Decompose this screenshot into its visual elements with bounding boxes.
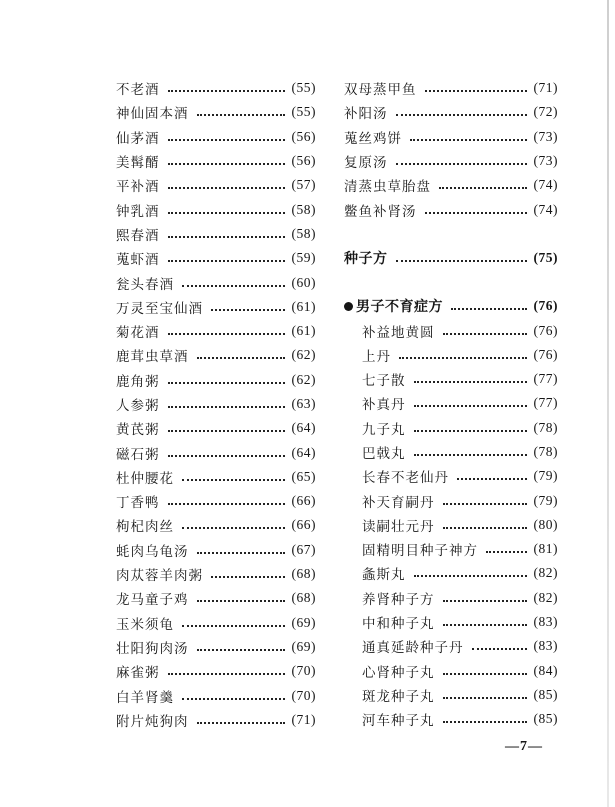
entry-page: (55) — [291, 80, 316, 96]
entry-title: 七子散 — [362, 373, 406, 390]
entry-title: 壮阳狗肉汤 — [116, 640, 189, 657]
dot-leader — [414, 430, 527, 432]
entry-title: 万灵至宝仙酒 — [116, 300, 203, 317]
toc-entry[interactable] — [344, 391, 558, 415]
entry-page: (73) — [533, 153, 558, 169]
entry-title: 肉苁蓉羊肉粥 — [116, 568, 203, 585]
dot-leader — [168, 236, 285, 238]
entry-page: (82) — [533, 565, 558, 581]
dot-leader — [182, 625, 285, 627]
entry-page: (60) — [291, 274, 316, 290]
entry-page: (58) — [291, 201, 316, 217]
toc-entry[interactable] — [344, 76, 558, 100]
toc-entry[interactable] — [116, 659, 316, 683]
entry-page: (58) — [291, 225, 316, 241]
toc-entry[interactable] — [116, 586, 316, 610]
toc-entry[interactable] — [344, 488, 558, 512]
toc-entry[interactable] — [344, 149, 558, 173]
toc-entry[interactable] — [116, 100, 316, 124]
entry-page: (70) — [291, 687, 316, 703]
toc-entry[interactable] — [344, 586, 558, 610]
dot-leader — [197, 600, 285, 602]
entry-page: (65) — [291, 468, 316, 484]
toc-right-column — [344, 76, 558, 731]
section-page: (75) — [533, 249, 558, 265]
entry-title: 钟乳酒 — [116, 203, 160, 220]
toc-entry[interactable] — [344, 318, 558, 342]
entry-page: (70) — [291, 663, 316, 679]
entry-page: (68) — [291, 566, 316, 582]
dot-leader — [168, 455, 285, 457]
toc-entry[interactable] — [344, 464, 558, 488]
entry-title: 螽斯丸 — [362, 567, 406, 584]
subsection-title: 男子不育症方 — [356, 299, 443, 316]
entry-page: (78) — [533, 444, 558, 459]
dot-leader — [168, 406, 285, 408]
dot-leader — [168, 503, 285, 505]
page-number: —7— — [505, 739, 543, 754]
dot-leader — [414, 575, 527, 577]
dot-leader — [443, 721, 527, 723]
dot-leader — [425, 212, 527, 214]
toc-entry[interactable] — [116, 538, 316, 562]
entry-title: 心肾种子丸 — [362, 664, 435, 681]
entry-title: 平补酒 — [116, 179, 160, 196]
dot-leader — [197, 649, 285, 651]
entry-title: 复原汤 — [344, 155, 388, 172]
entry-title: 固精明目种子神方 — [362, 543, 478, 560]
dot-leader — [439, 187, 527, 189]
entry-page: (85) — [533, 686, 558, 702]
entry-page: (76) — [533, 346, 558, 362]
entry-title: 清蒸虫草胎盘 — [344, 179, 431, 196]
entry-title: 龙马童子鸡 — [116, 592, 189, 609]
entry-title: 美髯醑 — [116, 155, 160, 172]
dot-leader — [443, 624, 527, 626]
section-title: 种子方 — [344, 250, 388, 267]
entry-title: 仙茅酒 — [116, 130, 160, 147]
dot-leader — [182, 527, 285, 529]
toc-entry[interactable] — [116, 513, 316, 537]
dot-leader — [197, 552, 285, 554]
toc-entry[interactable] — [344, 367, 558, 391]
entry-page: (71) — [291, 711, 316, 727]
dot-leader — [168, 139, 285, 141]
entry-page: (63) — [291, 396, 316, 411]
entry-title: 中和种子丸 — [362, 616, 435, 633]
dot-leader — [168, 430, 285, 432]
entry-page: (64) — [291, 444, 316, 460]
entry-page: (80) — [533, 516, 558, 532]
toc-entry[interactable] — [116, 708, 316, 732]
dot-leader — [443, 600, 527, 602]
toc-left-column — [116, 76, 316, 732]
entry-page: (83) — [533, 614, 558, 630]
entry-title: 补益地黄圆 — [362, 324, 435, 341]
entry-page: (62) — [291, 371, 316, 387]
entry-page: (66) — [291, 493, 316, 509]
bullet-icon — [344, 302, 353, 311]
toc-entry[interactable] — [116, 270, 316, 294]
entry-page: (64) — [291, 420, 316, 436]
entry-page: (61) — [291, 298, 316, 314]
entry-page: (67) — [291, 541, 316, 557]
entry-page: (81) — [533, 541, 558, 557]
entry-title: 瓮头春酒 — [116, 276, 174, 293]
entry-page: (77) — [533, 395, 558, 411]
entry-title: 补阳汤 — [344, 106, 388, 123]
toc-entry[interactable] — [116, 197, 316, 221]
entry-page: (77) — [533, 371, 558, 387]
toc-entry[interactable] — [116, 683, 316, 707]
dot-leader — [211, 309, 285, 311]
entry-title: 蒐虾酒 — [116, 252, 160, 269]
entry-page: (79) — [533, 492, 558, 508]
entry-page: (79) — [533, 468, 558, 484]
dot-leader — [396, 114, 527, 116]
dot-leader — [414, 454, 527, 456]
entry-page: (66) — [291, 517, 316, 533]
entry-title: 白羊肾羹 — [116, 689, 174, 706]
entry-page: (71) — [533, 80, 558, 96]
dot-leader — [443, 503, 527, 505]
page-edge-shadow — [607, 0, 609, 807]
entry-title: 上丹 — [362, 348, 391, 365]
entry-page: (59) — [291, 250, 316, 266]
entry-title: 通真延龄种子丹 — [362, 640, 464, 657]
toc-entry[interactable] — [116, 611, 316, 635]
toc-section-zhongzi[interactable] — [344, 246, 558, 270]
entry-page: (61) — [291, 323, 316, 339]
toc-entry[interactable] — [116, 635, 316, 659]
entry-title: 河车种子丸 — [362, 713, 435, 730]
toc-entry[interactable] — [116, 76, 316, 100]
dot-leader — [396, 260, 527, 262]
entry-title: 杜仲腰花 — [116, 470, 174, 487]
entry-title: 读嗣壮元丹 — [362, 518, 435, 535]
toc-entry[interactable] — [344, 683, 558, 707]
dot-leader — [414, 381, 527, 383]
toc-entry[interactable] — [344, 197, 558, 221]
dot-leader — [168, 382, 285, 384]
entry-title: 长春不老仙丹 — [362, 470, 449, 487]
entry-title: 斑龙种子丸 — [362, 688, 435, 705]
entry-page: (56) — [291, 153, 316, 169]
toc-entry[interactable] — [344, 416, 558, 440]
dot-leader — [443, 333, 527, 335]
toc-entry[interactable] — [344, 659, 558, 683]
entry-page: (83) — [533, 638, 558, 654]
entry-title: 神仙固本酒 — [116, 106, 189, 123]
toc-entry[interactable] — [116, 149, 316, 173]
entry-title: 人参粥 — [116, 398, 160, 414]
toc-entry[interactable] — [116, 416, 316, 440]
entry-title: 双母蒸甲鱼 — [344, 82, 417, 99]
entry-title: 熙春酒 — [116, 227, 160, 244]
toc-subsection-nanzi[interactable] — [344, 294, 558, 318]
entry-title: 玉米须龟 — [116, 616, 174, 633]
toc-entry[interactable] — [116, 319, 316, 343]
entry-page: (76) — [533, 322, 558, 338]
dot-leader — [443, 673, 527, 675]
dot-leader — [399, 357, 527, 359]
dot-leader — [168, 333, 285, 335]
entry-title: 黄芪粥 — [116, 422, 160, 439]
entry-title: 鹿角粥 — [116, 373, 160, 390]
entry-title: 菊花酒 — [116, 325, 160, 342]
entry-page: (82) — [533, 589, 558, 605]
dot-leader — [211, 576, 285, 578]
dot-leader — [168, 187, 285, 189]
entry-page: (69) — [291, 638, 316, 654]
toc-entry[interactable] — [344, 100, 558, 124]
toc-entry[interactable] — [116, 222, 316, 246]
toc-entry[interactable] — [116, 465, 316, 489]
dot-leader — [443, 697, 527, 699]
entry-title: 巴戟丸 — [362, 446, 406, 462]
dot-leader — [414, 405, 527, 407]
entry-page: (78) — [533, 419, 558, 435]
toc-entry[interactable] — [116, 343, 316, 367]
entry-page: (68) — [291, 590, 316, 606]
entry-page: (85) — [533, 711, 558, 727]
entry-page: (74) — [533, 177, 558, 193]
toc-entry[interactable] — [116, 173, 316, 197]
dot-leader — [197, 114, 285, 116]
toc-entry[interactable] — [116, 392, 316, 416]
entry-title: 鹿茸虫草酒 — [116, 349, 189, 366]
toc-entry[interactable] — [116, 246, 316, 270]
toc-entry[interactable] — [116, 489, 316, 513]
dot-leader — [457, 478, 527, 480]
toc-entry[interactable] — [344, 343, 558, 367]
entry-title: 蚝肉乌龟汤 — [116, 543, 189, 560]
dot-leader — [197, 357, 285, 359]
dot-leader — [396, 163, 527, 165]
dot-leader — [472, 648, 527, 650]
dot-leader — [168, 212, 285, 214]
toc-right-top-group — [344, 76, 558, 222]
section-gap — [344, 222, 558, 246]
entry-title: 丁香鸭 — [116, 495, 160, 512]
dot-leader — [486, 551, 527, 553]
toc-entry[interactable] — [344, 610, 558, 634]
entry-title: 补天育嗣丹 — [362, 494, 435, 511]
toc-entry[interactable] — [116, 295, 316, 319]
toc-entry[interactable] — [344, 707, 558, 731]
toc-right-bottom-group — [344, 318, 558, 731]
dot-leader — [410, 139, 527, 141]
entry-page: (69) — [291, 614, 316, 630]
toc-entry[interactable] — [116, 368, 316, 392]
toc-entry[interactable] — [344, 561, 558, 585]
entry-title: 九子丸 — [362, 421, 406, 438]
toc-entry[interactable] — [116, 440, 316, 464]
entry-page: (62) — [291, 347, 316, 363]
dot-leader — [168, 90, 285, 92]
entry-title: 枸杞肉丝 — [116, 519, 174, 536]
dot-leader — [425, 90, 527, 92]
entry-title: 养肾种子方 — [362, 591, 435, 608]
entry-title: 鳖鱼补肾汤 — [344, 203, 417, 220]
entry-page: (56) — [291, 128, 316, 144]
toc-entry[interactable] — [344, 513, 558, 537]
entry-title: 附片炖狗肉 — [116, 713, 189, 730]
entry-page: (57) — [291, 177, 316, 193]
entry-title: 不老酒 — [116, 82, 160, 99]
dot-leader — [168, 163, 285, 165]
dot-leader — [197, 722, 285, 724]
entry-page: (72) — [533, 104, 558, 120]
toc-entry[interactable] — [344, 537, 558, 561]
dot-leader — [443, 527, 527, 529]
dot-leader — [182, 285, 285, 287]
subsection-page: (76) — [533, 298, 558, 314]
dot-leader — [182, 479, 285, 481]
toc-entry[interactable] — [344, 440, 558, 464]
entry-title: 蒐丝鸡饼 — [344, 130, 402, 147]
entry-title: 磁石粥 — [116, 446, 160, 463]
toc-entry[interactable] — [344, 125, 558, 149]
entry-title: 补真丹 — [362, 397, 406, 414]
toc-entry[interactable] — [116, 125, 316, 149]
dot-leader — [451, 308, 527, 310]
dot-leader — [168, 673, 285, 675]
entry-page: (74) — [533, 201, 558, 217]
toc-entry[interactable] — [344, 634, 558, 658]
entry-title: 麻雀粥 — [116, 665, 160, 682]
dot-leader — [182, 698, 285, 700]
toc-entry[interactable] — [116, 562, 316, 586]
toc-entry[interactable] — [344, 173, 558, 197]
entry-page: (73) — [533, 128, 558, 144]
entry-page: (84) — [533, 662, 558, 678]
dot-leader — [168, 260, 285, 262]
section-gap — [344, 270, 558, 294]
entry-page: (55) — [291, 104, 316, 120]
